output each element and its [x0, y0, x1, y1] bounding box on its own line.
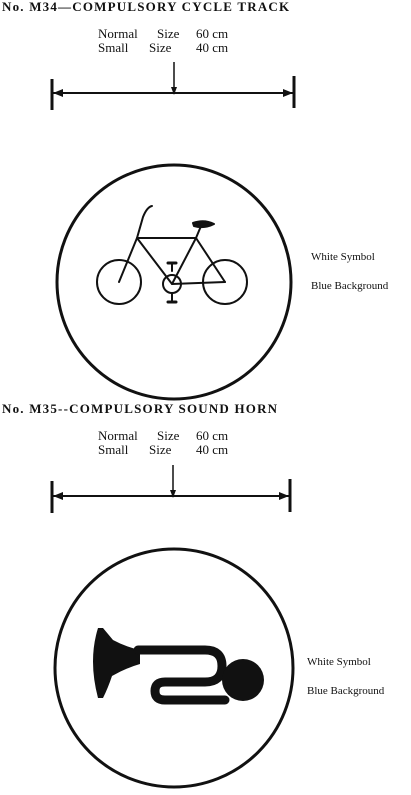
size-word: Size: [149, 40, 172, 55]
size-word: Size: [149, 442, 172, 457]
small-size-value: 40 cm: [196, 442, 229, 457]
sign-m34-background-color: Blue Background: [311, 280, 389, 292]
sign-m35-symbol-color: White Symbol: [307, 656, 371, 668]
small-label: Small: [98, 442, 129, 457]
normal-label: Normal: [98, 26, 138, 41]
sign-m34-symbol-color: White Symbol: [311, 251, 375, 263]
sign-m35-dimension-line: [52, 465, 290, 513]
sign-m34-dimension-line: [52, 62, 294, 110]
normal-size-value: 60 cm: [196, 428, 229, 443]
sign-m34-title: No. M34—COMPULSORY CYCLE TRACK: [2, 0, 291, 14]
size-word: Size: [157, 26, 180, 41]
horn-icon: [93, 628, 264, 701]
small-label: Small: [98, 40, 129, 55]
sign-m35-background-color: Blue Background: [307, 685, 385, 697]
small-size-value: 40 cm: [196, 40, 229, 55]
normal-size-value: 60 cm: [196, 26, 229, 41]
sign-m35-title: No. M35--COMPULSORY SOUND HORN: [2, 401, 279, 416]
bicycle-icon: [97, 206, 247, 304]
normal-label: Normal: [98, 428, 138, 443]
size-word: Size: [157, 428, 180, 443]
